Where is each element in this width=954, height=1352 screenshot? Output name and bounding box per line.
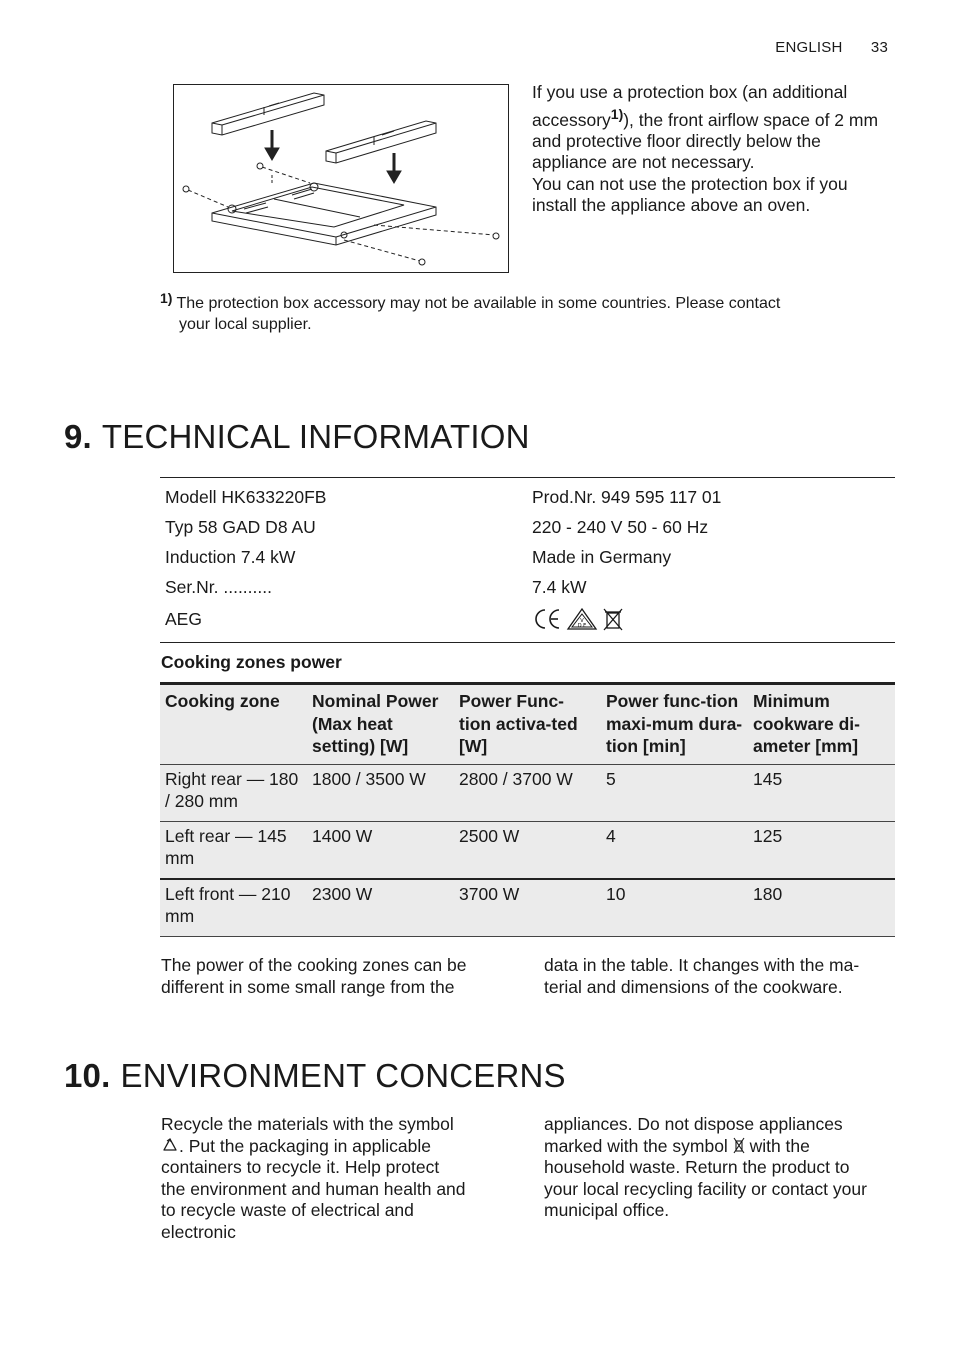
section-number: 10.	[64, 1057, 111, 1094]
column-header: Power Func-tion activa-ted [W]	[459, 691, 578, 756]
cooking-zones-table	[160, 682, 895, 937]
table-cell: Right rear — 180 / 280 mm	[165, 768, 299, 811]
rating-plate-type: Typ 58 GAD D8 AU	[165, 516, 316, 537]
environment-text-left-a: Recycle the materials with the symbol	[161, 1114, 454, 1134]
intro-text-1: If you use a protection box (an additional accessory	[532, 82, 848, 130]
environment-text-right	[544, 1114, 874, 1222]
column-header: Minimum cookware di-ameter [mm]	[753, 691, 860, 756]
table-cell: 2800 / 3700 W	[459, 768, 573, 789]
svg-text:V: V	[580, 618, 584, 624]
rating-plate-voltage: 220 - 240 V 50 - 60 Hz	[532, 516, 709, 537]
section-title: ENVIRONMENT CONCERNS	[120, 1057, 566, 1094]
column-header: Power func-tion maxi-mum dura-tion [min]	[606, 691, 743, 756]
environment-paragraph-left	[161, 1114, 466, 1243]
svg-text:D E: D E	[577, 623, 587, 629]
table-cell: 125	[753, 825, 783, 846]
table-cell: 145	[753, 768, 783, 789]
rating-plate-brand: AEG	[165, 608, 202, 629]
environment-text-right-b: with the household waste. Return the product to your local recycling facility or contact your municipal office.	[544, 1135, 867, 1220]
rating-plate-origin: Made in Germany	[532, 546, 672, 567]
footnote-text-b: your local supplier.	[179, 315, 312, 333]
rating-plate-power: 7.4 kW	[532, 576, 587, 597]
rating-plate-row	[160, 542, 895, 572]
page-header	[751, 39, 888, 56]
vde-mark-icon	[566, 607, 598, 631]
header-language: ENGLISH	[775, 39, 843, 56]
table-cell: 3700 W	[459, 883, 520, 904]
rating-plate-induction: Induction 7.4 kW	[165, 546, 296, 567]
table-cell: 180	[753, 883, 783, 904]
cooking-zones-heading: Cooking zones power	[161, 652, 342, 672]
page-number: 33	[870, 39, 888, 56]
protection-box-drawing	[174, 85, 508, 272]
footnote-mark: 1)	[160, 290, 173, 306]
table-cell: Left rear — 145 mm	[165, 825, 287, 868]
rating-plate	[160, 477, 895, 643]
weee-bin-icon	[733, 1137, 745, 1154]
ce-mark-icon	[532, 607, 562, 631]
rating-plate-row	[160, 572, 895, 602]
section-heading-technical-information	[64, 418, 530, 456]
rating-plate-product-number: Prod.Nr. 949 595 117 01	[532, 486, 722, 507]
intro-text-3: You can not use the protection box if you install the appliance above an oven.	[532, 173, 848, 216]
table-note-left-text: The power of the cooking zones can be different in some small range from the	[161, 955, 467, 997]
table-note-left	[161, 955, 511, 998]
section-number: 9.	[64, 418, 92, 455]
table-row	[160, 879, 895, 937]
footnote-text-a: The protection box accessory may not be available in some countries. Please contact	[176, 295, 781, 312]
rating-plate-row	[160, 602, 895, 636]
protection-box-note	[532, 82, 892, 217]
rating-plate-row	[160, 512, 895, 542]
table-cell: 2500 W	[459, 825, 520, 846]
weee-bin-icon	[602, 607, 624, 631]
table-cell: Left front — 210 mm	[165, 883, 291, 926]
table-note-right	[544, 955, 896, 998]
rating-plate-model: Modell HK633220FB	[165, 486, 327, 507]
table-cell: 5	[606, 768, 616, 789]
environment-text-left-b: . Put the packaging in applicable containers to recycle it. Help protect the environment and human health and to recycle waste of electrical and electronic	[161, 1135, 466, 1242]
rating-plate-serial: Ser.Nr. ..........	[165, 576, 272, 597]
intro-text-2: ), the front airflow space of 2 mm and protective floor directly below the appliance are not necessary.	[532, 109, 879, 173]
table-row	[160, 821, 895, 879]
column-header: Cooking zone	[165, 691, 280, 711]
environment-paragraph-right	[544, 1114, 874, 1222]
rating-plate-row	[160, 482, 895, 512]
environment-text-right-a: appliances. Do not dispose appliances marked with the symbol	[544, 1114, 843, 1156]
table-cell: 10	[606, 883, 626, 904]
column-header: Nominal Power (Max heat setting) [W]	[312, 691, 439, 756]
section-title: TECHNICAL INFORMATION	[101, 418, 530, 455]
table-row	[160, 764, 895, 821]
table-cell: 4	[606, 825, 616, 846]
footnote	[160, 288, 880, 335]
table-cell: 1800 / 3500 W	[312, 768, 426, 789]
table-cell: 1400 W	[312, 825, 373, 846]
protection-box-note-paragraph	[532, 82, 892, 174]
table-cell: 2300 W	[312, 883, 373, 904]
recycling-icon	[161, 1137, 179, 1154]
environment-text-left	[161, 1114, 466, 1243]
table-note-right-text: data in the table. It changes with the ma-terial and dimensions of the cookware.	[544, 955, 860, 997]
certification-marks	[532, 607, 895, 631]
table-header-row	[160, 684, 895, 765]
protection-box-illustration	[173, 84, 509, 273]
section-heading-environment-concerns	[64, 1057, 566, 1095]
footnote-ref[interactable]: 1)	[610, 105, 624, 122]
